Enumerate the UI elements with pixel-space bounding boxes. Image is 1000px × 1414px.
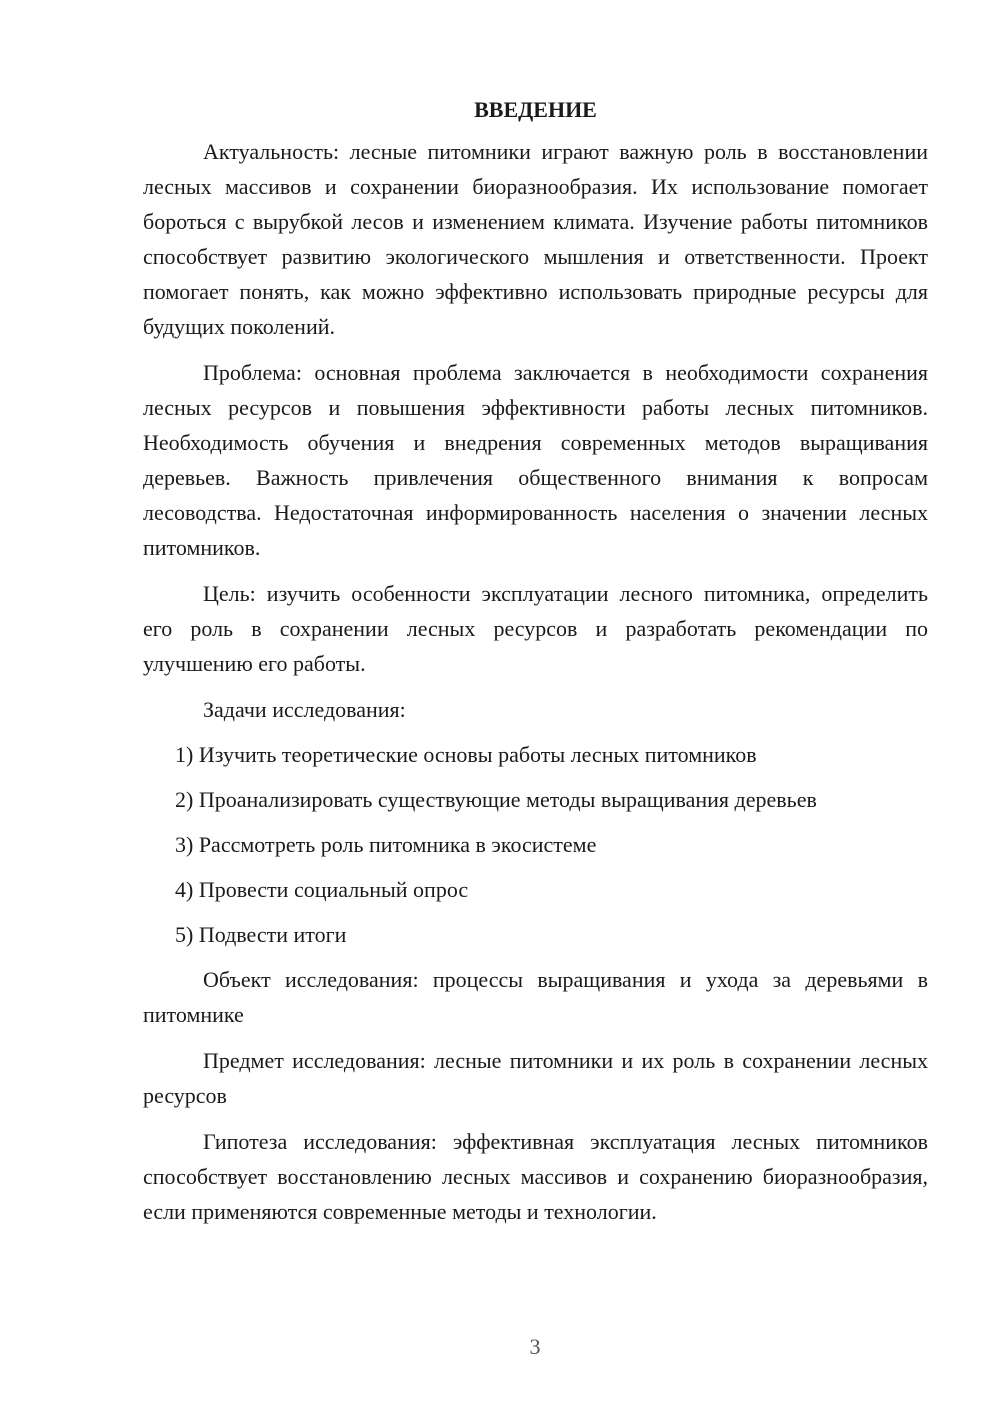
tasks-heading: Задачи исследования: [203, 697, 406, 722]
problem-paragraph: Проблема: основная проблема заключается в необходимости сохранения лесных ресурсов и повышения эффективности работы лесных питомников. Необходимость обучения и внедрения современных методов выращивания деревьев. Важность привлечения общественного внимания к вопросам лесоводства. Недостаточная информированность населения о значении лесных питомников. [143, 360, 928, 560]
document-page [143, 96, 928, 1240]
section-heading: ВВЕДЕНИЕ [474, 97, 597, 122]
task-item: 3) Рассмотреть роль питомника в экосистеме [175, 832, 597, 857]
hypothesis-paragraph: Гипотеза исследования: эффективная эксплуатация лесных питомников способствует восстановлению лесных массивов и сохранению биоразнообразия, если применяются современные методы и технологии. [143, 1129, 928, 1224]
goal-paragraph: Цель: изучить особенности эксплуатации лесного питомника, определить его роль в сохранении лесных ресурсов и разработать рекомендации по улучшению его работы. [143, 581, 928, 676]
task-item: 4) Провести социальный опрос [175, 877, 469, 902]
task-item: 1) Изучить теоретические основы работы лесных питомников [175, 742, 757, 767]
task-item: 2) Проанализировать существующие методы выращивания деревьев [175, 787, 817, 812]
page-number: 3 [529, 1334, 541, 1359]
subject-paragraph: Предмет исследования: лесные питомники и их роль в сохранении лесных ресурсов [143, 1048, 928, 1108]
object-paragraph: Объект исследования: процессы выращивания и ухода за деревьями в питомнике [143, 967, 928, 1027]
relevance-paragraph: Актуальность: лесные питомники играют важную роль в восстановлении лесных массивов и сохранении биоразнообразия. Их использование помогает бороться с вырубкой лесов и изменением климата. Изучение работы питомников способствует развитию экологического мышления и ответственности. Проект помогает понять, как можно эффективно использовать природные ресурсы для будущих поколений. [143, 139, 928, 339]
task-item: 5) Подвести итоги [175, 922, 347, 947]
tasks-list [143, 737, 928, 952]
